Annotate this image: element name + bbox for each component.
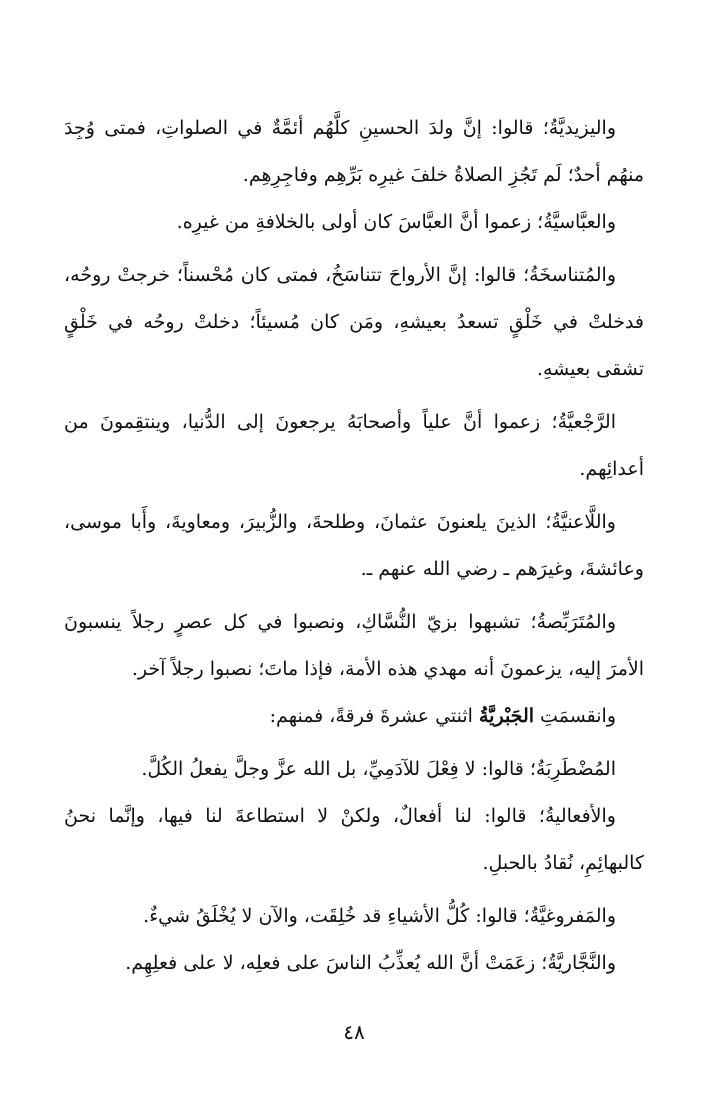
- paragraph-text: قالوا: كُلُّ الأشياءِ قد خُلِقَت، والآن لا يُخْلَقُ شيءٌ.: [143, 905, 518, 927]
- paragraph-jabriyya-heading: [64, 693, 644, 740]
- sect-term: والأفعاليةُ: [544, 805, 616, 827]
- paragraph-afaliyya: [64, 793, 644, 887]
- paragraph-najjariyya: [64, 940, 644, 987]
- sect-term: والمَفروغيَّةُ: [529, 905, 616, 927]
- separator: ؛: [536, 511, 552, 533]
- paragraph-rajiyya: [64, 399, 644, 493]
- heading-prefix: وانقسمَتِ: [534, 705, 616, 727]
- separator: ؛: [533, 117, 549, 139]
- page-body: [64, 105, 644, 987]
- paragraph-text: الذينَ يلعنونَ عثمانَ، وطلحةَ، والزُّبيرَ، ومعاويةَ، وأَبا موسى، وعائشةَ، وغيرَهم ـ رضي الله عنهم ـ.: [64, 511, 644, 580]
- paragraph-mafrughiyya: [64, 893, 644, 940]
- paragraph-mutarabbisa: [64, 599, 644, 693]
- page-number: ٤٨: [343, 1020, 365, 1044]
- separator: ؛: [520, 611, 537, 633]
- sect-term: والعبَّاسيَّةُ: [543, 211, 616, 233]
- paragraph-text: تشبهوا بزيّ النُّسَّاكِ، ونصبوا في كل عصرٍ رجلاً ينسبونَ الأمرَ إليه، يزعمونَ أنه مهدي هذه الأمة، فإذا ماتَ؛ نصبوا رجلاً آخر.: [64, 611, 644, 680]
- separator: ؛: [531, 211, 544, 233]
- separator: ؛: [526, 805, 545, 827]
- paragraph-laaniyya: [64, 499, 644, 593]
- paragraph-text: قالوا: لا فِعْلَ للآدَمِيِّ، بل الله عزَّ وجلَّ يفعلُ الكُلَّ.: [141, 758, 524, 780]
- paragraph-mudtariba: [64, 746, 644, 793]
- paragraph-text: زعموا أنَّ العبَّاسَ كان أولى بالخلافةِ من غيرِه.: [176, 211, 532, 233]
- paragraph-text: قالوا: إنَّ ولدَ الحسينِ كلَّهُم أئمَّةٌ في الصلواتِ، فمتى وُجِدَ منهُم أحدٌ؛ لَم تَجُزِ الصلاةُ خلفَ غيرِه بَرِّهِم وفاجِرِهِم.: [64, 117, 644, 186]
- paragraph-mutanasikha: [64, 252, 644, 393]
- paragraph-text: زعَمَتْ أنَّ الله يُعذِّبُ الناسَ على فعلِه، لا على فعلِهِم.: [125, 952, 536, 974]
- separator: ؛: [540, 411, 558, 433]
- sect-term: والنَّجَّاريَّةُ: [547, 952, 616, 974]
- sect-term: الرَّجْعيَّةُ: [557, 411, 616, 433]
- paragraph-text: اثنتي عشرةَ فرقةً، فمنهم:: [269, 705, 479, 727]
- sect-term: والمُتَرَبِّصةُ: [536, 611, 616, 633]
- section-heading-term: الجَبْريَّةُ: [478, 705, 535, 727]
- sect-term: المُضْطَرِبَةُ: [535, 758, 616, 780]
- separator: ؛: [535, 952, 548, 974]
- separator: ؛: [523, 758, 536, 780]
- paragraph-text: قالوا: لنا أفعالٌ، ولكنْ لا استطاعةَ لنا فيها، وإنَّما نحنُ كالبهائِمِ، نُقادُ بالحبلِ.: [64, 805, 644, 874]
- sect-term: واليزيديَّةُ: [548, 117, 616, 139]
- paragraph-text: قالوا: إنَّ الأرواحَ تتناسَخُ، فمتى كان مُحْسناً؛ خرجتْ روحُه، فدخلتْ في خَلْقٍ تسعدُ بعيشهِ، ومَن كان مُسيئاً؛ دخلتْ روحُه في خَلْقٍ تشقى بعيشهِ.: [64, 264, 644, 380]
- paragraph-yazidiyya: [64, 105, 644, 199]
- separator: ؛: [516, 264, 530, 286]
- sect-term: والمُتناسخَةُ: [529, 264, 616, 286]
- paragraph-abbasiyya: [64, 199, 644, 246]
- paragraph-text: زعموا أنَّ علياً وأصحابَهُ يرجعونَ إلى الدُّنيا، وينتقِمونَ من أعدائِهم.: [64, 411, 644, 480]
- separator: ؛: [517, 905, 530, 927]
- sect-term: واللَّاعنيَّةُ: [551, 511, 616, 533]
